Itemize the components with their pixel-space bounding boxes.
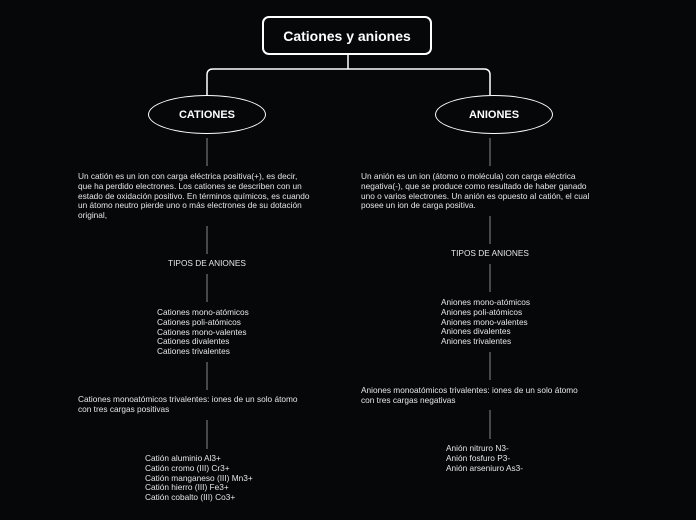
cation-definition[interactable] (78, 172, 310, 221)
anion-types-heading[interactable] (440, 249, 540, 259)
list-item: Cationes trivalentes (157, 346, 230, 357)
list-item: Catión aluminio Al3+ (145, 453, 221, 463)
cation-types-heading[interactable] (157, 259, 257, 269)
anion-types-list[interactable] (441, 298, 530, 347)
anion-definition[interactable] (361, 172, 589, 211)
anion-examples-list[interactable] (446, 444, 523, 473)
cation-examples-list[interactable] (145, 454, 253, 503)
text-line: Un anión es un ion (átomo o molécula) con carga eléctrica (361, 171, 576, 181)
list-item: Aniones mono-atómicos (441, 297, 531, 307)
text-line: Aniones monoatómicos trivalentes: iones de un solo átomo (361, 385, 578, 395)
list-item: Anión fosfuro P3- (446, 452, 511, 463)
aniones-node[interactable] (435, 95, 553, 134)
list-item: Aniones divalentes (441, 326, 511, 337)
list-item: Catión cromo (III) Cr3+ (145, 462, 230, 473)
list-item: Aniones mono-valentes (441, 316, 528, 327)
list-item: Aniones trivalentes (441, 336, 512, 347)
list-item: Catión hierro (III) Fe3+ (145, 482, 229, 493)
text-line: TIPOS DE ANIONES (168, 258, 246, 268)
list-item: Catión manganeso (III) Mn3+ (145, 472, 253, 483)
text-line: TIPOS DE ANIONES (451, 248, 529, 258)
list-item: Aniones poli-atómicos (441, 306, 523, 317)
text-line: con tres cargas negativas (361, 394, 456, 405)
root-topic[interactable] (262, 16, 432, 55)
cationes-title: CATIONES (178, 108, 236, 121)
list-item: Catión cobalto (III) Co3+ (145, 492, 236, 503)
anion-trivalent-note[interactable] (361, 386, 578, 406)
cation-trivalent-note[interactable] (78, 395, 298, 415)
aniones-title: ANIONES (468, 108, 520, 121)
text-line: un átomo neutro pierde uno o más electrones de su dotación (78, 200, 302, 211)
text-line: uno o varios electrones. Un anión es opuesto al catión, el cual (361, 190, 590, 201)
text-line: que ha perdido electrones. Los cationes se describen con un (78, 180, 302, 191)
text-line: Un catión es un ion con carga eléctrica positiva(+), es decir, (78, 171, 298, 181)
text-line: estado de oxidación positivo. En términos químicos, es cuando (78, 190, 310, 201)
list-item: Anión nitruro N3- (446, 443, 509, 453)
list-item: Anión arseniuro As3- (446, 462, 524, 473)
cation-types-list[interactable] (157, 308, 249, 357)
cationes-node[interactable] (148, 95, 266, 134)
list-item: Cationes divalentes (157, 336, 230, 347)
text-line: con tres cargas positivas (78, 403, 170, 414)
root-connector (207, 55, 490, 95)
text-line: original, (78, 210, 108, 221)
list-item: Cationes poli-atómicos (157, 316, 241, 327)
text-line: posee un ion de carga positiva. (361, 200, 476, 211)
text-line: Cationes monoatómicos trivalentes: iones de un solo átomo (78, 394, 298, 404)
text-line: negativa(-), que se produce como resultado de haber ganado (361, 180, 587, 191)
list-item: Cationes mono-valentes (157, 326, 247, 337)
root-title: Cationes y aniones (283, 27, 411, 44)
list-item: Cationes mono-atómicos (157, 307, 249, 317)
